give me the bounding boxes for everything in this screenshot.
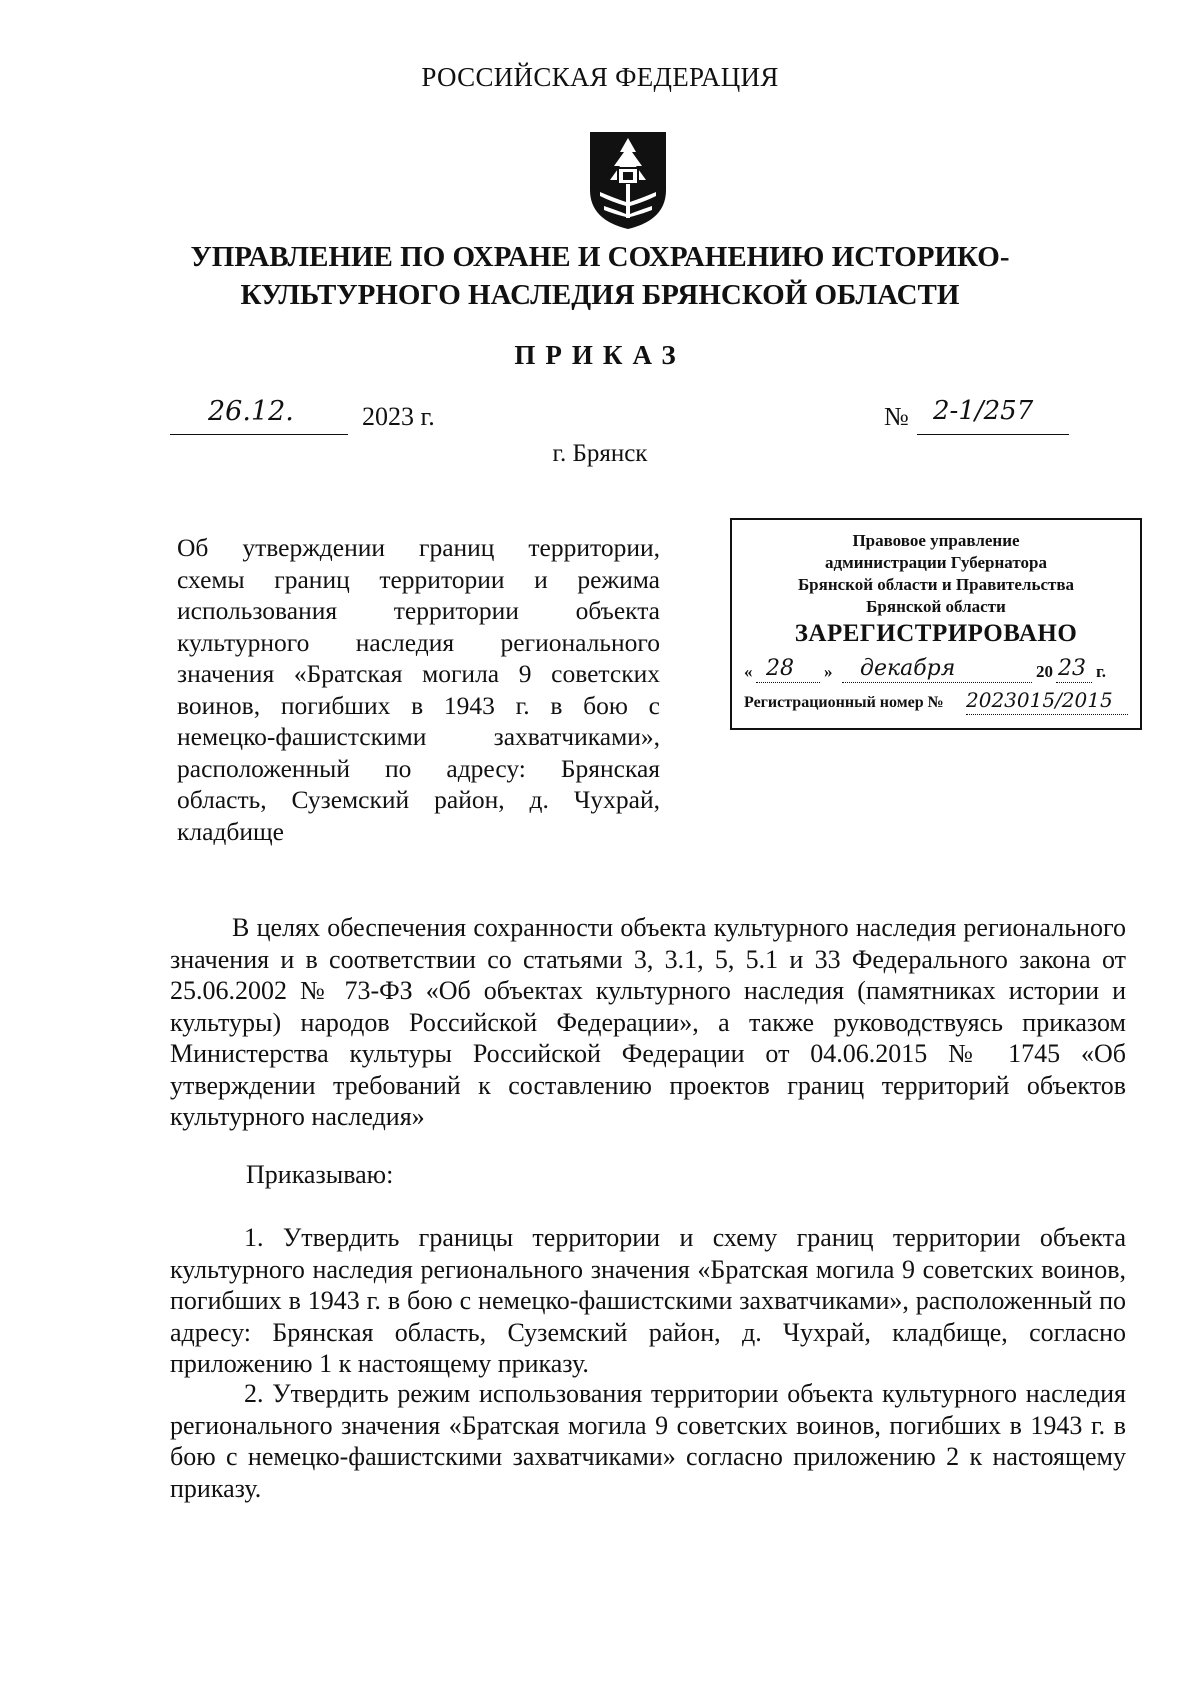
subject-line: Об утверждении границ территории, bbox=[177, 533, 660, 562]
subject-line: значения «Братская могила 9 советских bbox=[177, 659, 660, 688]
order-item-1: 1. Утвердить границы территории и схему границ территории объекта культурного наследия регионального значения «Братская могила 9 советских воинов, погибших в 1943 г. в бою с немецко-фашистскими захватчиками», расположенный по адресу: Брянская область, Суземский район, д. Чухрай, кладбище, согласно приложению 1 к настоящему приказу. bbox=[170, 1223, 1126, 1378]
subject-line: область, Суземский район, д. Чухрай, bbox=[177, 785, 660, 814]
stamp-day-handwritten: 28 bbox=[766, 656, 794, 681]
stamp-line: Брянской области и Правительства bbox=[797, 575, 1075, 594]
year-label: 2023 г. bbox=[362, 402, 435, 431]
subject-line: расположенный по адресу: Брянская bbox=[177, 753, 660, 783]
organization-name bbox=[150, 238, 1050, 314]
stamp-registered: ЗАРЕГИСТРИРОВАНО bbox=[794, 620, 1078, 647]
organization-line-1: УПРАВЛЕНИЕ ПО ОХРАНЕ И СОХРАНЕНИЮ ИСТОРИКО- bbox=[190, 241, 1010, 273]
stamp-authority bbox=[732, 530, 1140, 618]
date-handwritten: 26.12. bbox=[208, 396, 294, 427]
stamp-reg-label: Регистрационный номер № bbox=[744, 694, 944, 711]
stamp-quote-close: » bbox=[824, 662, 833, 681]
stamp-year-handwritten: 23 bbox=[1058, 656, 1086, 681]
stamp-month-underline bbox=[842, 682, 1032, 683]
city-label: г. Брянск bbox=[552, 440, 648, 467]
document-type: ПРИКАЗ bbox=[514, 340, 686, 370]
country-title: РОССИЙСКАЯ ФЕДЕРАЦИЯ bbox=[421, 62, 779, 92]
order-item-2: 2. Утвердить режим использования территории объекта культурного наследия регионального значения «Братская могила 9 советских воинов, погибших в 1943 г. в бою с немецко-фашистскими захватчиками» согласно приложению 2 к настоящему приказу. bbox=[170, 1379, 1126, 1503]
number-sign: № bbox=[884, 402, 909, 431]
organization-line-2: КУЛЬТУРНОГО НАСЛЕДИЯ БРЯНСКОЙ ОБЛАСТИ bbox=[240, 279, 960, 311]
subject-line: кладбище bbox=[177, 816, 284, 846]
coat-of-arms-emblem bbox=[586, 128, 670, 232]
stamp-month-handwritten: декабря bbox=[860, 656, 956, 681]
stamp-year-underline bbox=[1056, 682, 1092, 683]
stamp-year-prefix: 20 bbox=[1036, 662, 1053, 681]
stamp-date bbox=[744, 656, 1130, 688]
number-handwritten: 2-1/257 bbox=[933, 396, 1034, 426]
subject-line: немецко-фашистскими захватчиками», bbox=[177, 722, 660, 751]
stamp-line: Брянской области bbox=[866, 597, 1006, 616]
registration-stamp bbox=[730, 518, 1142, 730]
stamp-line: администрации Губернатора bbox=[825, 553, 1047, 572]
stamp-quote-open: « bbox=[744, 662, 753, 681]
stamp-day-underline bbox=[756, 682, 820, 683]
subject-line: воинов, погибших в 1943 г. в бою с bbox=[177, 690, 660, 720]
number-field bbox=[917, 396, 1069, 435]
document-subject bbox=[177, 532, 660, 847]
subject-line: культурного наследия регионального bbox=[177, 627, 660, 657]
date-field bbox=[170, 396, 348, 435]
stamp-reg-underline bbox=[966, 714, 1128, 715]
preamble-paragraph: В целях обеспечения сохранности объекта культурного наследия регионального значения и в соответствии со статьями 3, 3.1, 5, 5.1 и 33 Федерального закона от 25.06.2002 № 73-ФЗ «Об объектах культурного наследия (памятниках истории и культуры) народов Российской Федерации», а также руководствуясь приказом Министерства культуры Российской Федерации от 04.06.2015 № 1745 «Об утверждении требований к составлению проектов границ территорий объектов культурного наследия» bbox=[170, 913, 1126, 1131]
stamp-reg-number-handwritten: 2023015/2015 bbox=[966, 688, 1113, 712]
subject-line: схемы границ территории и режима bbox=[177, 564, 660, 594]
stamp-line: Правовое управление bbox=[852, 531, 1020, 550]
stamp-year-suffix: г. bbox=[1096, 662, 1107, 681]
order-word: Приказываю: bbox=[246, 1160, 394, 1189]
subject-line: использования территории объекта bbox=[177, 596, 660, 625]
